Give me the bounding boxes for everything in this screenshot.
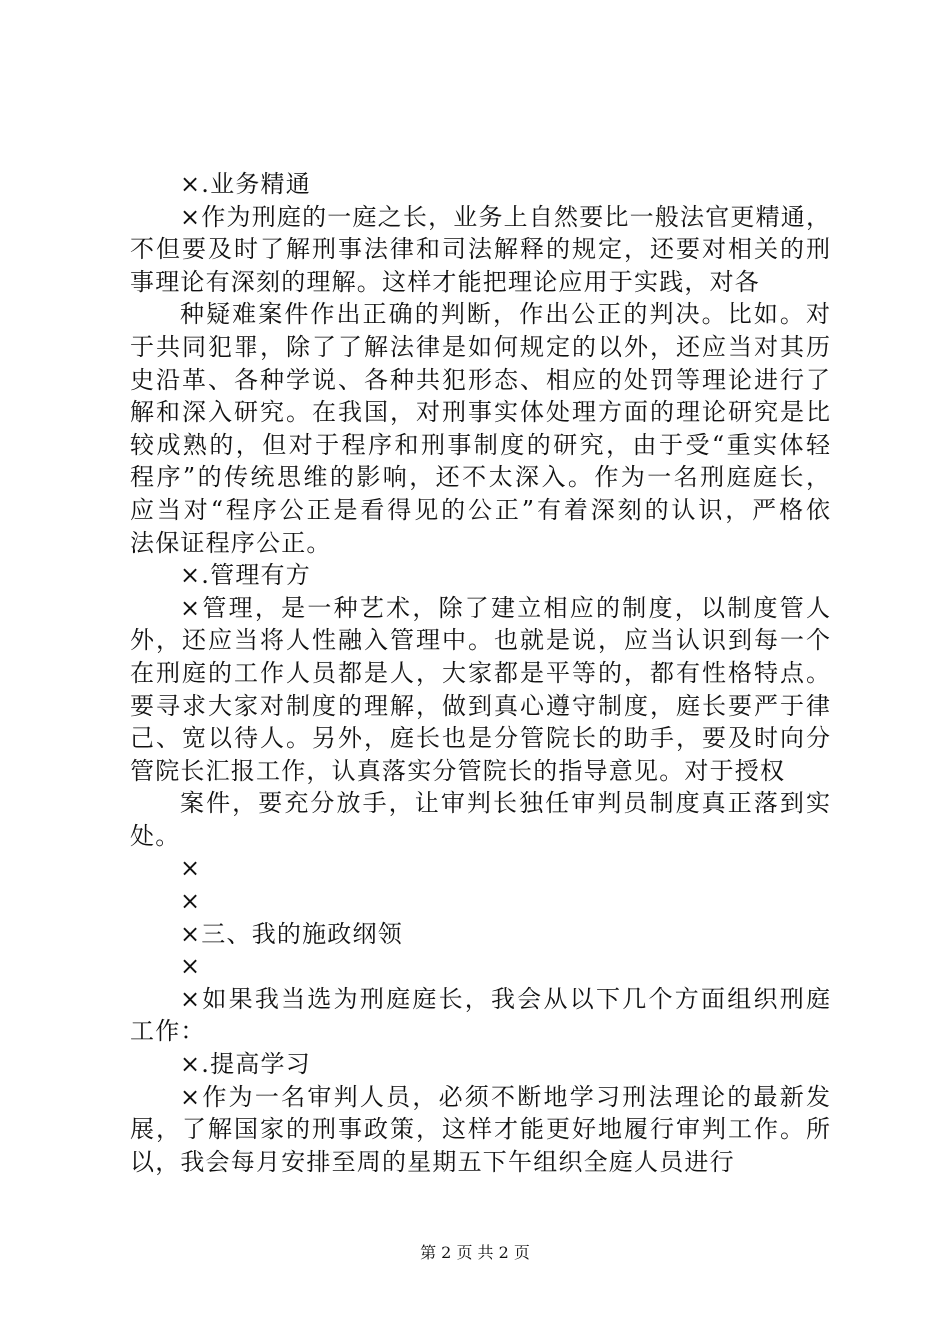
text-line: 较成熟的，但对于程序和刑事制度的研究，由于受“重实体轻 (130, 430, 830, 459)
text-line: 程序”的传统思维的影响，还不太深入。作为一名刑庭庭长， (130, 463, 830, 492)
text-line: 案件，要充分放手，让审判长独任审判员制度真正落到实 (180, 789, 830, 818)
text-line: 外，还应当将人性融入管理中。也就是说，应当认识到每一个 (130, 626, 830, 655)
document-body (130, 168, 830, 1178)
text-line: ×.业务精通 (180, 170, 311, 198)
text-line: 不但要及时了解刑事法律和司法解释的规定，还要对相关的刑 (130, 235, 830, 264)
text-line: 种疑难案件作出正确的判断，作出公正的判决。比如。对 (180, 300, 830, 329)
text-line: × (180, 854, 202, 883)
text-line: ×管理，是一种艺术，除了建立相应的制度，以制度管人 (180, 593, 830, 622)
text-line: 工作： (130, 1017, 206, 1046)
text-line: 己、宽以待人。另外，庭长也是分管院长的助手，要及时向分 (130, 724, 830, 753)
text-line: ×作为刑庭的一庭之长，业务上自然要比一般法官更精通， (180, 202, 830, 231)
text-line: × (180, 887, 202, 916)
text-line: 要寻求大家对制度的理解，做到真心遵守制度，庭长要严于律 (130, 691, 830, 720)
text-line: × (180, 952, 202, 981)
text-line: ×.管理有方 (180, 561, 311, 590)
text-line: 史沿革、各种学说、各种共犯形态、相应的处罚等理论进行了 (130, 365, 830, 394)
text-line: 事理论有深刻的理解。这样才能把理论应用于实践，对各 (130, 267, 760, 296)
text-line: 展，了解国家的刑事政策，这样才能更好地履行审判工作。所 (130, 1115, 830, 1144)
text-line: 管院长汇报工作，认真落实分管院长的指导意见。对于授权 (130, 756, 786, 785)
text-line: 法保证程序公正。 (130, 528, 332, 557)
text-line: 在刑庭的工作人员都是人，大家都是平等的，都有性格特点。 (130, 658, 830, 687)
text-line: ×三、我的施政纲领 (180, 919, 403, 948)
text-line: 应当对“程序公正是看得见的公正”有着深刻的认识，严格依 (130, 495, 830, 524)
text-line: 以，我会每月安排至周的星期五下午组织全庭人员进行 (130, 1147, 735, 1176)
page-footer: 第 2 页 共 2 页 (420, 1243, 530, 1262)
text-line: 于共同犯罪，除了了解法律是如何规定的以外，还应当对其历 (130, 332, 830, 361)
text-line: ×.提高学习 (180, 1050, 311, 1079)
text-line: 处。 (130, 821, 181, 850)
text-line: ×如果我当选为刑庭庭长，我会从以下几个方面组织刑庭 (180, 984, 830, 1013)
text-line: ×作为一名审判人员，必须不断地学习刑法理论的最新发 (180, 1082, 830, 1111)
text-line: 解和深入研究。在我国，对刑事实体处理方面的理论研究是比 (130, 398, 830, 427)
